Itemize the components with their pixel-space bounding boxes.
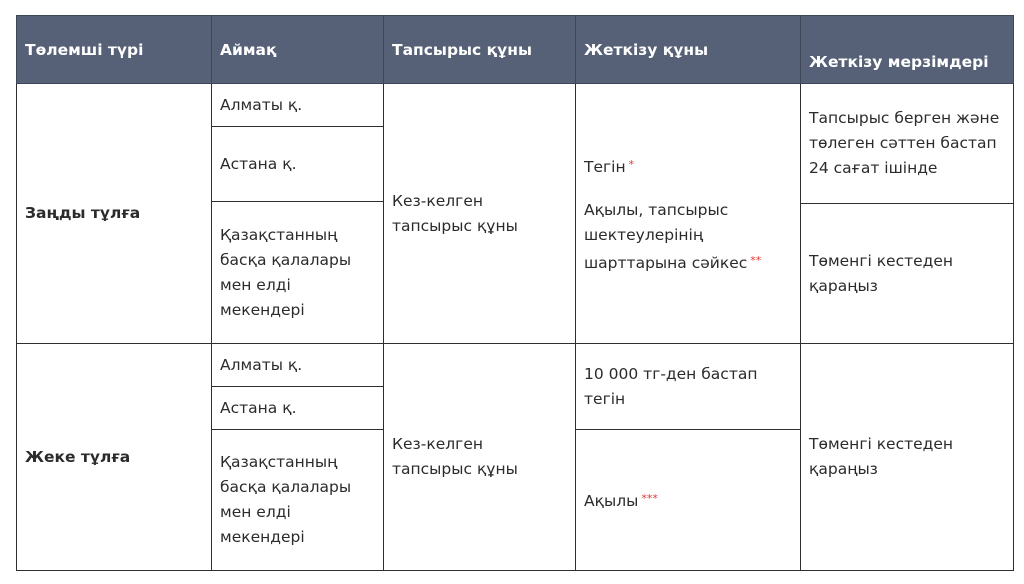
region-almaty: Алматы қ.	[212, 84, 384, 127]
header-payer-type: Төлемші түрі	[17, 16, 212, 84]
footnote-mark: **	[750, 253, 762, 267]
header-region: Аймақ	[212, 16, 384, 84]
header-delivery-cost: Жеткізу құны	[576, 16, 801, 84]
region-other: Қазақстанның басқа қалалары мен елді мекендері	[212, 430, 384, 571]
delivery-paid-text: Ақылы, тапсырыс шектеулерінің шарттарына сәйкес	[584, 200, 748, 272]
region-astana: Астана қ.	[212, 127, 384, 202]
payer-type-legal: Заңды тұлға	[17, 84, 212, 344]
header-delivery-time: Жеткізу мерзімдері	[801, 16, 1014, 84]
order-cost-legal: Кез-келген тапсырыс құны	[384, 84, 576, 344]
header-order-cost: Тапсырыс құны	[384, 16, 576, 84]
delivery-cost-legal	[576, 84, 801, 344]
table-row	[17, 344, 1014, 387]
region-almaty: Алматы қ.	[212, 344, 384, 387]
delivery-free-text: Тегін	[584, 157, 626, 176]
region-other: Қазақстанның басқа қалалары мен елді мекендері	[212, 202, 384, 344]
payer-type-individual: Жеке тұлға	[17, 344, 212, 571]
header-row	[17, 16, 1014, 84]
delivery-cost-cities: 10 000 тг-ден бастап тегін	[576, 344, 801, 430]
footnote-mark: *	[628, 157, 635, 171]
table-row	[17, 84, 1014, 127]
delivery-paid-text: Ақылы	[584, 492, 639, 510]
delivery-cost-paid	[576, 430, 801, 571]
order-cost-individual: Кез-келген тапсырыс құны	[384, 344, 576, 571]
footnote-mark: ***	[641, 492, 658, 505]
delivery-time-individual: Төменгі кестеден қараңыз	[801, 344, 1014, 571]
region-astana: Астана қ.	[212, 387, 384, 430]
delivery-time-other: Төменгі кестеден қараңыз	[801, 204, 1014, 344]
delivery-time-cities: Тапсырыс берген және төлеген сәттен бастап 24 сағат ішінде	[801, 84, 1014, 204]
delivery-terms-table	[16, 15, 1014, 571]
